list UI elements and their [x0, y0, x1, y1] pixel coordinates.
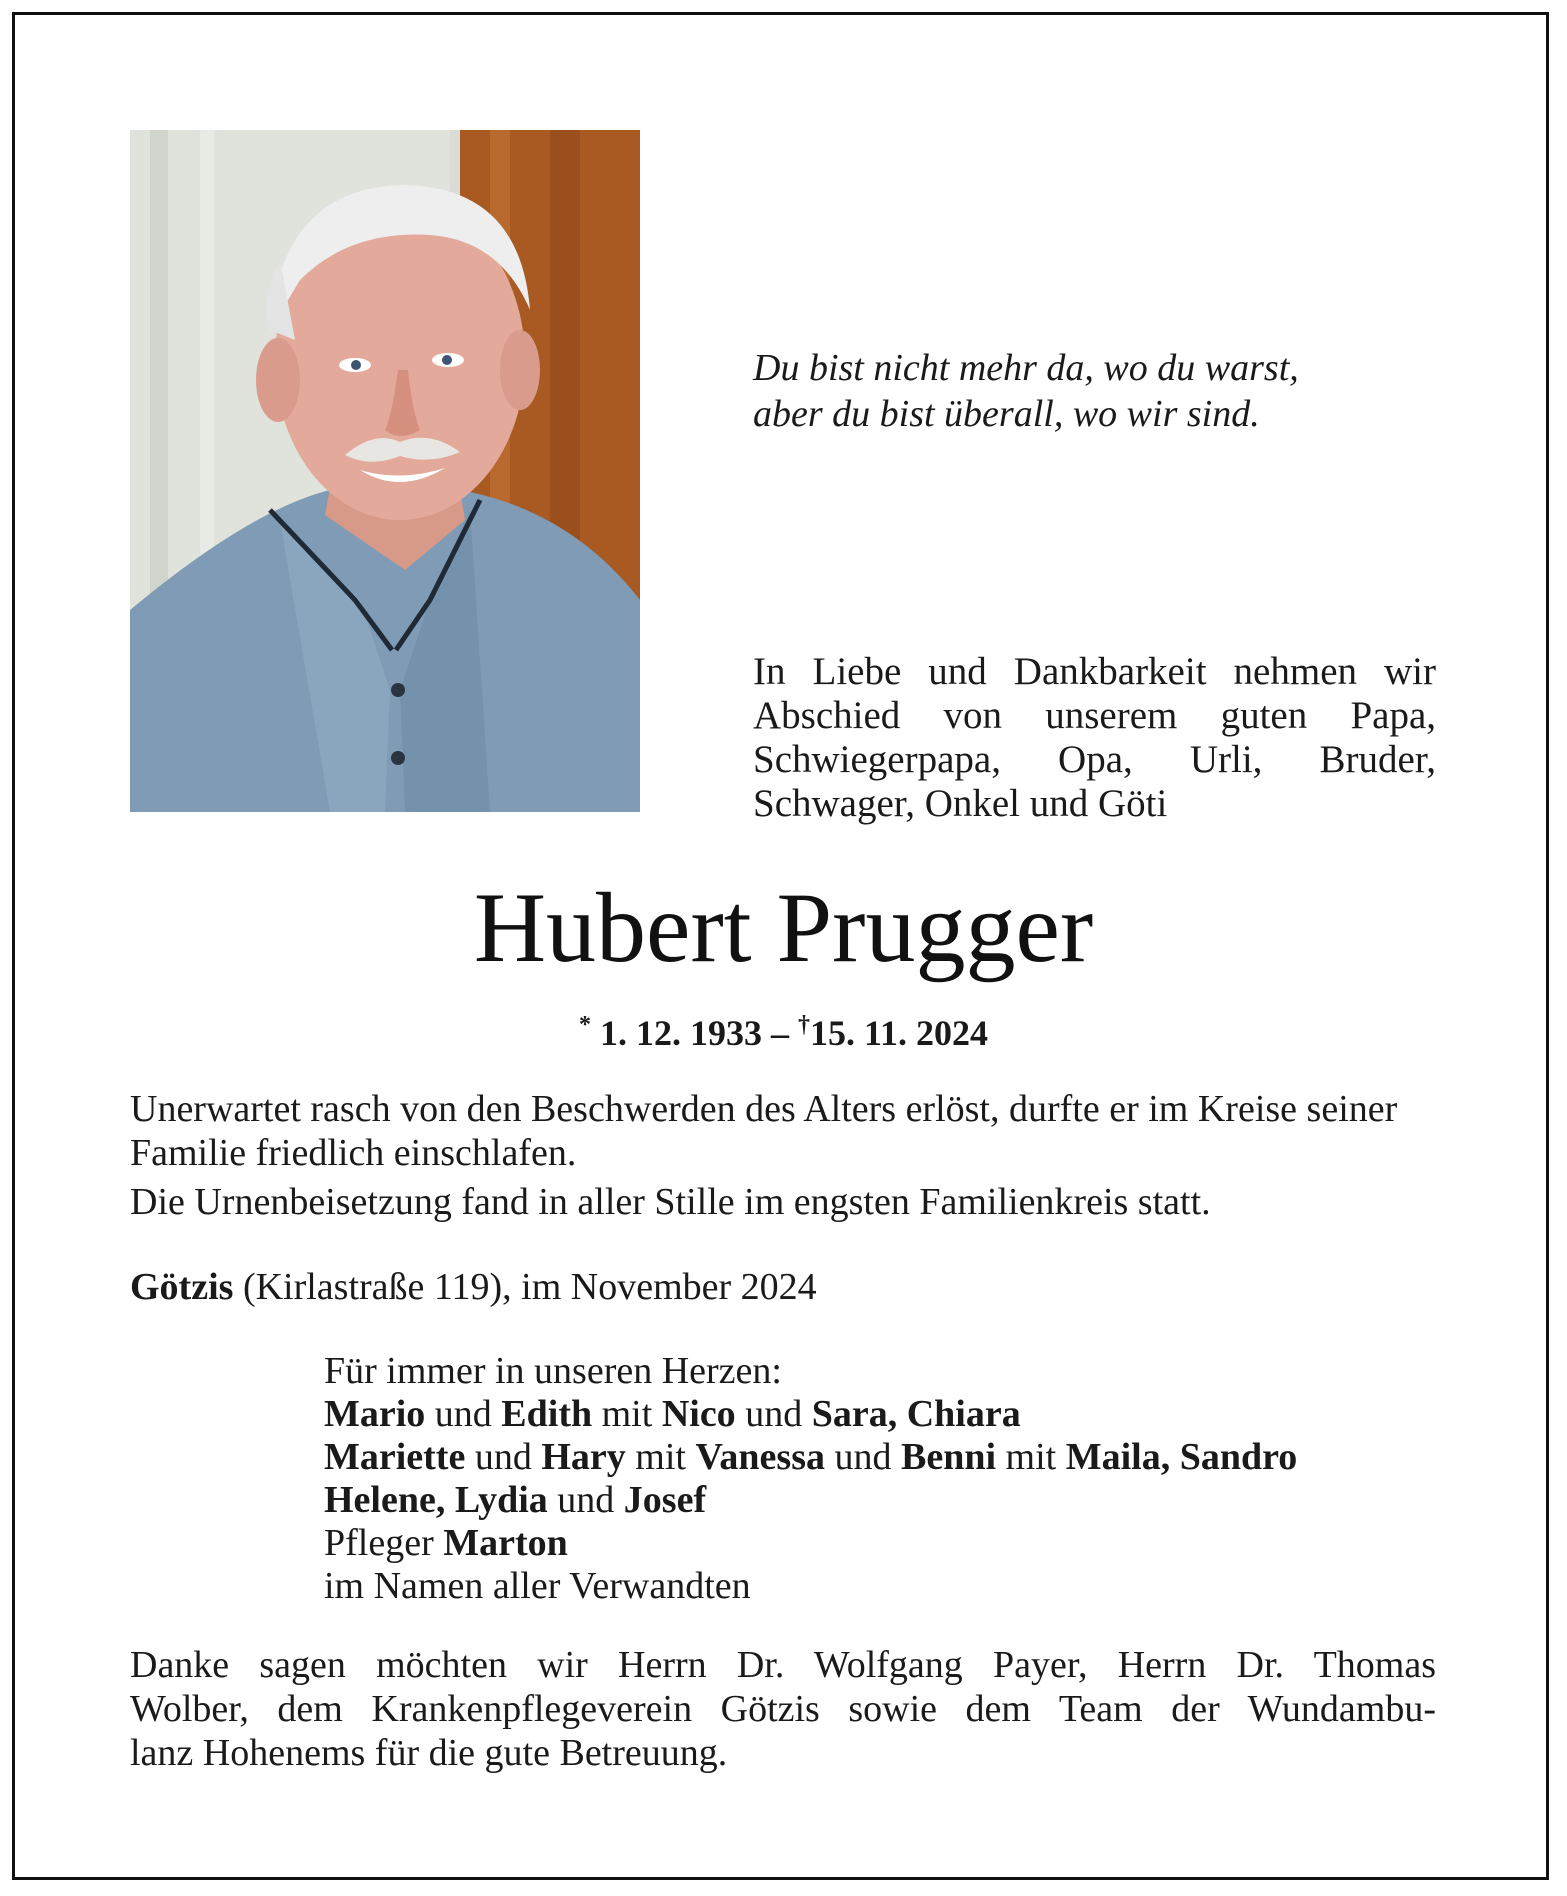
- mourner-name: Edith: [501, 1393, 593, 1435]
- mourners-heading: Für immer in unseren Herzen:: [324, 1350, 782, 1392]
- mourners-line-5: im Namen aller Verwandten: [324, 1565, 751, 1607]
- death-date: 15. 11. 2024: [809, 1013, 988, 1053]
- mourner-name: Nico: [661, 1393, 736, 1435]
- connector: und: [547, 1479, 624, 1521]
- mourner-name: Hary: [541, 1436, 626, 1478]
- passing-paragraph: Unerwartet rasch von den Beschwerden des Alters erlöst, durfte er im Kreise seiner Familie friedlich einschlafen.: [130, 1088, 1398, 1174]
- place-and-date: [130, 1265, 1436, 1309]
- mourner-name: Vanessa: [695, 1436, 825, 1478]
- death-symbol: †: [797, 1012, 810, 1038]
- mourners-line-4: [324, 1522, 1436, 1565]
- mourner-name: Sara, Chiara: [811, 1393, 1021, 1435]
- address-and-month: (Kirlastraße 119), im November 2024: [233, 1266, 817, 1308]
- birth-date: 1. 12. 1933: [599, 1013, 762, 1053]
- mourners-line-2: [324, 1436, 1436, 1479]
- town-name: Götzis: [130, 1266, 234, 1308]
- quote-line-2: aber du bist überall, wo wir sind.: [753, 393, 1260, 435]
- thanks-line-1: Danke sagen möchten wir Herrn Dr. Wolfgang Payer, Herrn Dr. Thomas: [130, 1644, 1436, 1686]
- memorial-quote: [753, 345, 1453, 437]
- mourner-name: Helene, Lydia: [324, 1479, 548, 1521]
- connector: und: [425, 1393, 502, 1435]
- date-separator: –: [770, 1013, 789, 1053]
- connector: und: [465, 1436, 542, 1478]
- connector: mit: [592, 1393, 662, 1435]
- quote-line-1: Du bist nicht mehr da, wo du warst,: [753, 347, 1299, 389]
- thanks-line-3: lanz Hohenems für die gute Betreuung.: [130, 1732, 728, 1774]
- farewell-intro: In Liebe und Dankbarkeit nehmen wir Abschied von unserem guten Papa, Schwiegerpapa, Opa, Urli, Bruder, Schwager, Onkel und Göti: [753, 650, 1436, 825]
- mourners-line-1: [324, 1393, 1436, 1436]
- thanks-line-2: Wolber, dem Krankenpflegeverein Götzis sowie dem Team der Wundambu-: [130, 1688, 1436, 1730]
- mourner-name: Josef: [623, 1479, 707, 1521]
- thanks-paragraph: [130, 1643, 1436, 1775]
- connector: und: [735, 1393, 812, 1435]
- connector: mit: [996, 1436, 1066, 1478]
- mourner-name: Marton: [443, 1522, 568, 1564]
- portrait-photo: [130, 130, 640, 812]
- mourner-name: Mariette: [324, 1436, 466, 1478]
- mourners-line-3: [324, 1479, 1436, 1522]
- portrait-image: [130, 130, 640, 812]
- birth-symbol: *: [578, 1012, 591, 1038]
- mourner-name: Mario: [324, 1393, 426, 1435]
- deceased-name: Hubert Prugger: [473, 872, 1094, 983]
- connector: und: [825, 1436, 901, 1478]
- mourner-name: Benni: [901, 1436, 997, 1478]
- mourners-list: [324, 1350, 1436, 1608]
- connector: Pfleger: [324, 1522, 444, 1564]
- life-dates: [0, 1003, 1567, 1055]
- connector: mit: [625, 1436, 696, 1478]
- mourner-name: Maila, Sandro: [1065, 1436, 1298, 1478]
- burial-paragraph: Die Urnenbeisetzung fand in aller Stille im engsten Familienkreis statt.: [130, 1181, 1211, 1223]
